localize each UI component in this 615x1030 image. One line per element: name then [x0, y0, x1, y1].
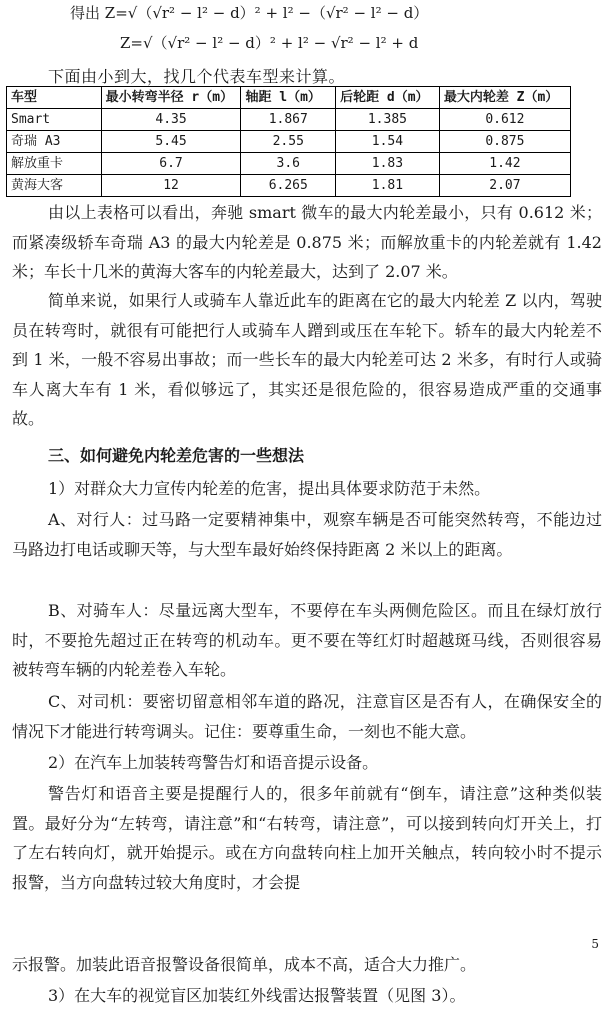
page-number: 5 [591, 937, 599, 951]
table-row [7, 153, 571, 175]
cell-radius: 5.45 [101, 131, 241, 153]
paragraph-pedestrians: A、对行人：过马路一定要精神集中，观察车辆是否可能突然转弯，不能边过马路边打电话或聊天等，与大型车最好始终保持距离 2 米以上的距离。 [12, 510, 602, 559]
cell-vehicle: 解放重卡 [7, 153, 102, 175]
cell-max-diff: 1.42 [439, 153, 570, 175]
header-vehicle: 车型 [7, 87, 102, 109]
cell-rear-track: 1.81 [336, 175, 440, 197]
header-wheelbase: 轴距 l（m） [241, 87, 336, 109]
paragraph-warning-devices: 警告灯和语音主要是提醒行人的，很多年前就有“倒车，请注意”这种类似装置。最好分为“左转弯，请注意”和“右转弯，请注意”，可以接到转向灯开关上，打了左右转向灯，就开始提示。或在方向盘转向柱上加开关触点，转向较小时不提示报警，当方向盘转过较大角度时，才会提 [12, 784, 602, 892]
cell-radius: 12 [101, 175, 241, 197]
cell-wheelbase: 6.265 [241, 175, 336, 197]
paragraph-drivers: C、对司机：要密切留意相邻车道的路况，注意盲区是否有人，在确保安全的情况下才能进行转弯调头。记住：要尊重生命，一刻也不能大意。 [12, 692, 602, 741]
formula-line-1: 得出 Z=√（√r² − l² − d）² + l² −（√r² − l² − d） [70, 4, 429, 22]
table-header-row [7, 87, 571, 109]
cell-vehicle: 奇瑞 A3 [7, 131, 102, 153]
cell-wheelbase: 2.55 [241, 131, 336, 153]
cell-radius: 6.7 [101, 153, 241, 175]
cell-wheelbase: 1.867 [241, 109, 336, 131]
table-row [7, 131, 571, 153]
cell-max-diff: 2.07 [439, 175, 570, 197]
header-radius: 最小转弯半径 r（m） [101, 87, 241, 109]
paragraph-point-3: 3）在大车的视觉盲区加装红外线雷达报警装置（见图 3）。 [48, 986, 466, 1005]
table-intro: 下面由小到大，找几个代表车型来计算。 [48, 67, 346, 86]
cell-radius: 4.35 [101, 109, 241, 131]
paragraph-continuation: 示报警。加装此语音报警设备很简单，成本不高，适合大力推广。 [12, 955, 477, 974]
header-max-diff: 最大内轮差 Z（m） [439, 87, 570, 109]
paragraph-point-1: 1）对群众大力宣传内轮差的危害，提出具体要求防范于未然。 [48, 479, 491, 498]
table-row [7, 175, 571, 197]
table-row [7, 109, 571, 131]
header-rear-track: 后轮距 d（m） [336, 87, 440, 109]
paragraph-point-2: 2）在汽车上加装转弯警告灯和语音提示设备。 [48, 753, 379, 772]
cell-vehicle: 黄海大客 [7, 175, 102, 197]
cell-rear-track: 1.83 [336, 153, 440, 175]
cell-rear-track: 1.385 [336, 109, 440, 131]
section-heading: 三、如何避免内轮差危害的一些想法 [48, 446, 305, 465]
cell-wheelbase: 3.6 [241, 153, 336, 175]
cell-max-diff: 0.875 [439, 131, 570, 153]
cell-rear-track: 1.54 [336, 131, 440, 153]
cell-max-diff: 0.612 [439, 109, 570, 131]
paragraph-explanation: 简单来说，如果行人或骑车人靠近此车的距离在它的最大内轮差 Z 以内，驾驶员在转弯时，就很有可能把行人或骑车人蹭到或压在车轮下。轿车的最大内轮差不到 1 米，一般不容易出事故；而一些长车的最大内轮差可达 2 米多，有时行人或骑车人离大车有 1 米，看似够远了，其实还是很危险的，很容易造成严重的交通事故。 [12, 291, 602, 428]
cell-vehicle: Smart [7, 109, 102, 131]
vehicle-table [6, 86, 571, 197]
paragraph-cyclists: B、对骑车人：尽量远离大型车，不要停在车头两侧危险区。而且在绿灯放行时，不要抢先超过正在转弯的机动车。更不要在等红灯时超越斑马线，否则很容易被转弯车辆的内轮差卷入车轮。 [12, 601, 602, 679]
paragraph-table-summary: 由以上表格可以看出，奔驰 smart 微车的最大内轮差最小，只有 0.612 米；而紧凑级轿车奇瑞 A3 的最大内轮差是 0.875 米；而解放重卡的内轮差就有 1.42 米；车长十几米的黄海大客车的内轮差最大，达到了 2.07 米。 [12, 203, 602, 281]
formula-line-2: Z=√（√r² − l² − d）² + l² − √r² − l² + d [120, 34, 419, 52]
